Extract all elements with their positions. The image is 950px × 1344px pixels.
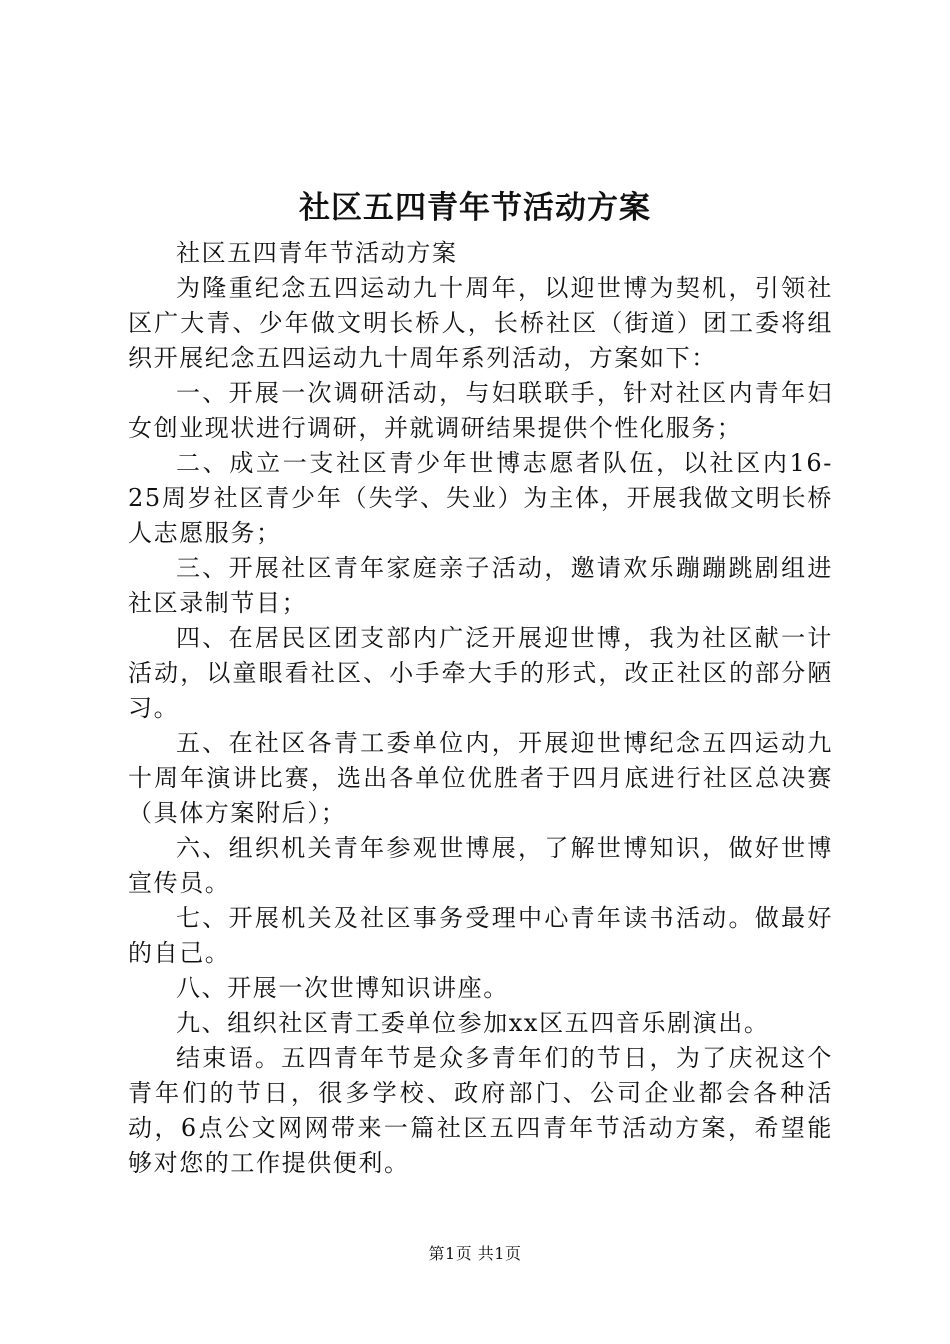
paragraph-item-1: 一、开展一次调研活动，与妇联联手，针对社区内青年妇女创业现状进行调研，并就调研结果提供个性化服务； (128, 379, 833, 442)
paragraph-intro: 为隆重纪念五四运动九十周年，以迎世博为契机，引领社区广大青、少年做文明长桥人，长桥社区（街道）团工委将组织开展纪念五四运动九十周年系列活动，方案如下： (128, 274, 833, 372)
paragraph-item-6: 六、组织机关青年参观世博展，了解世博知识，做好世博宣传员。 (128, 834, 833, 897)
paragraph-item-7: 七、开展机关及社区事务受理中心青年读书活动。做最好的自己。 (128, 904, 833, 967)
paragraph-item-5: 五、在社区各青工委单位内，开展迎世博纪念五四运动九十周年演讲比赛，选出各单位优胜者于四月底进行社区总决赛（具体方案附后）； (128, 729, 833, 827)
paragraph-item-2: 二、成立一支社区青少年世博志愿者队伍，以社区内16-25周岁社区青少年（失学、失业）为主体，开展我做文明长桥人志愿服务； (128, 449, 833, 547)
page-footer: 第1页 共1页 (428, 1244, 522, 1263)
document-title: 社区五四青年节活动方案 (299, 190, 651, 226)
paragraph-item-4: 四、在居民区团支部内广泛开展迎世博，我为社区献一计活动，以童眼看社区、小手牵大手的形式，改正社区的部分陋习。 (128, 624, 833, 722)
paragraph-conclusion: 结束语。五四青年节是众多青年们的节日，为了庆祝这个青年们的节日，很多学校、政府部门、公司企业都会各种活动，6点公文网网带来一篇社区五四青年节活动方案，希望能够对您的工作提供便利。 (128, 1044, 833, 1177)
paragraph-item-8: 八、开展一次世博知识讲座。 (176, 974, 509, 1002)
document-body (128, 236, 833, 1181)
paragraph-heading: 社区五四青年节活动方案 (176, 239, 458, 267)
paragraph-item-9: 九、组织社区青工委单位参加xx区五四音乐剧演出。 (176, 1009, 770, 1037)
paragraph-item-3: 三、开展社区青年家庭亲子活动，邀请欢乐蹦蹦跳剧组进社区录制节目； (128, 554, 833, 617)
